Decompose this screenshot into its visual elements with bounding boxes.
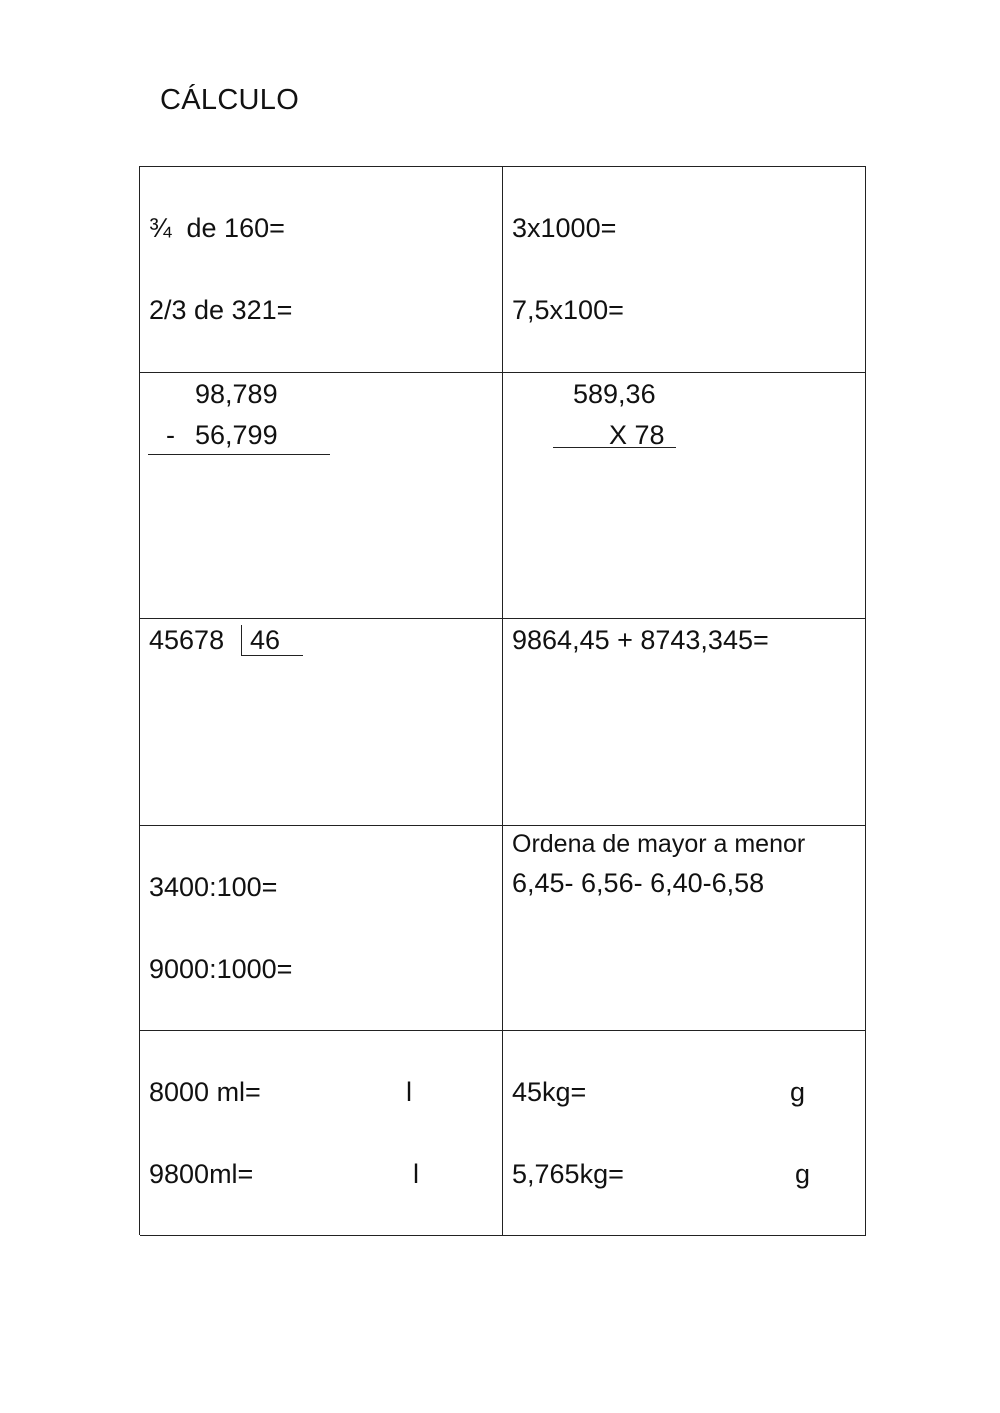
exercise-table — [139, 166, 866, 1235]
multiplication-top-number: 589,36 — [573, 379, 656, 409]
cell-division — [140, 619, 503, 826]
cell-volume — [140, 1031, 503, 1236]
cell-ordering — [503, 826, 866, 1031]
subtraction-result-line — [148, 454, 330, 455]
mass-exercise-2: 5,765kg= — [512, 1159, 624, 1189]
cell-mass — [503, 1031, 866, 1236]
cell-multiply-powers — [503, 167, 866, 373]
ordering-numbers: 6,45- 6,56- 6,40-6,58 — [512, 868, 765, 898]
divide-exercise-2: 9000:1000= — [149, 954, 293, 984]
cell-addition — [503, 619, 866, 826]
fraction-exercise-1: ¾ de 160= — [149, 213, 285, 243]
cell-subtraction — [140, 373, 503, 619]
addition-exercise: 9864,45 + 8743,345= — [512, 625, 769, 655]
multiplication-bottom-number: X 78 — [609, 420, 665, 450]
cell-multiplication — [503, 373, 866, 619]
multiplication-result-line — [553, 447, 676, 448]
mass-unit-1: g — [790, 1077, 806, 1107]
division-dividend: 45678 — [149, 625, 225, 655]
volume-exercise-2: 9800ml= — [149, 1159, 254, 1189]
page-title: CÁLCULO — [160, 84, 300, 116]
cell-fractions — [140, 167, 503, 373]
multiply-exercise-2: 7,5x100= — [512, 295, 624, 325]
cell-divide-powers — [140, 826, 503, 1031]
divide-exercise-1: 3400:100= — [149, 872, 278, 902]
division-bracket-horizontal — [241, 655, 303, 656]
volume-exercise-1: 8000 ml= — [149, 1077, 261, 1107]
volume-unit-1: l — [406, 1077, 412, 1107]
division-bracket-vertical — [241, 625, 242, 656]
fraction-exercise-2: 2/3 de 321= — [149, 295, 293, 325]
division-divisor: 46 — [250, 625, 281, 655]
volume-unit-2: l — [413, 1159, 419, 1189]
subtraction-bottom-number: 56,799 — [195, 420, 278, 450]
subtraction-top-number: 98,789 — [195, 379, 278, 409]
ordering-instruction: Ordena de mayor a menor — [512, 830, 806, 858]
subtraction-operator: - — [166, 420, 175, 450]
multiply-exercise-1: 3x1000= — [512, 213, 617, 243]
mass-unit-2: g — [795, 1159, 811, 1189]
mass-exercise-1: 45kg= — [512, 1077, 587, 1107]
